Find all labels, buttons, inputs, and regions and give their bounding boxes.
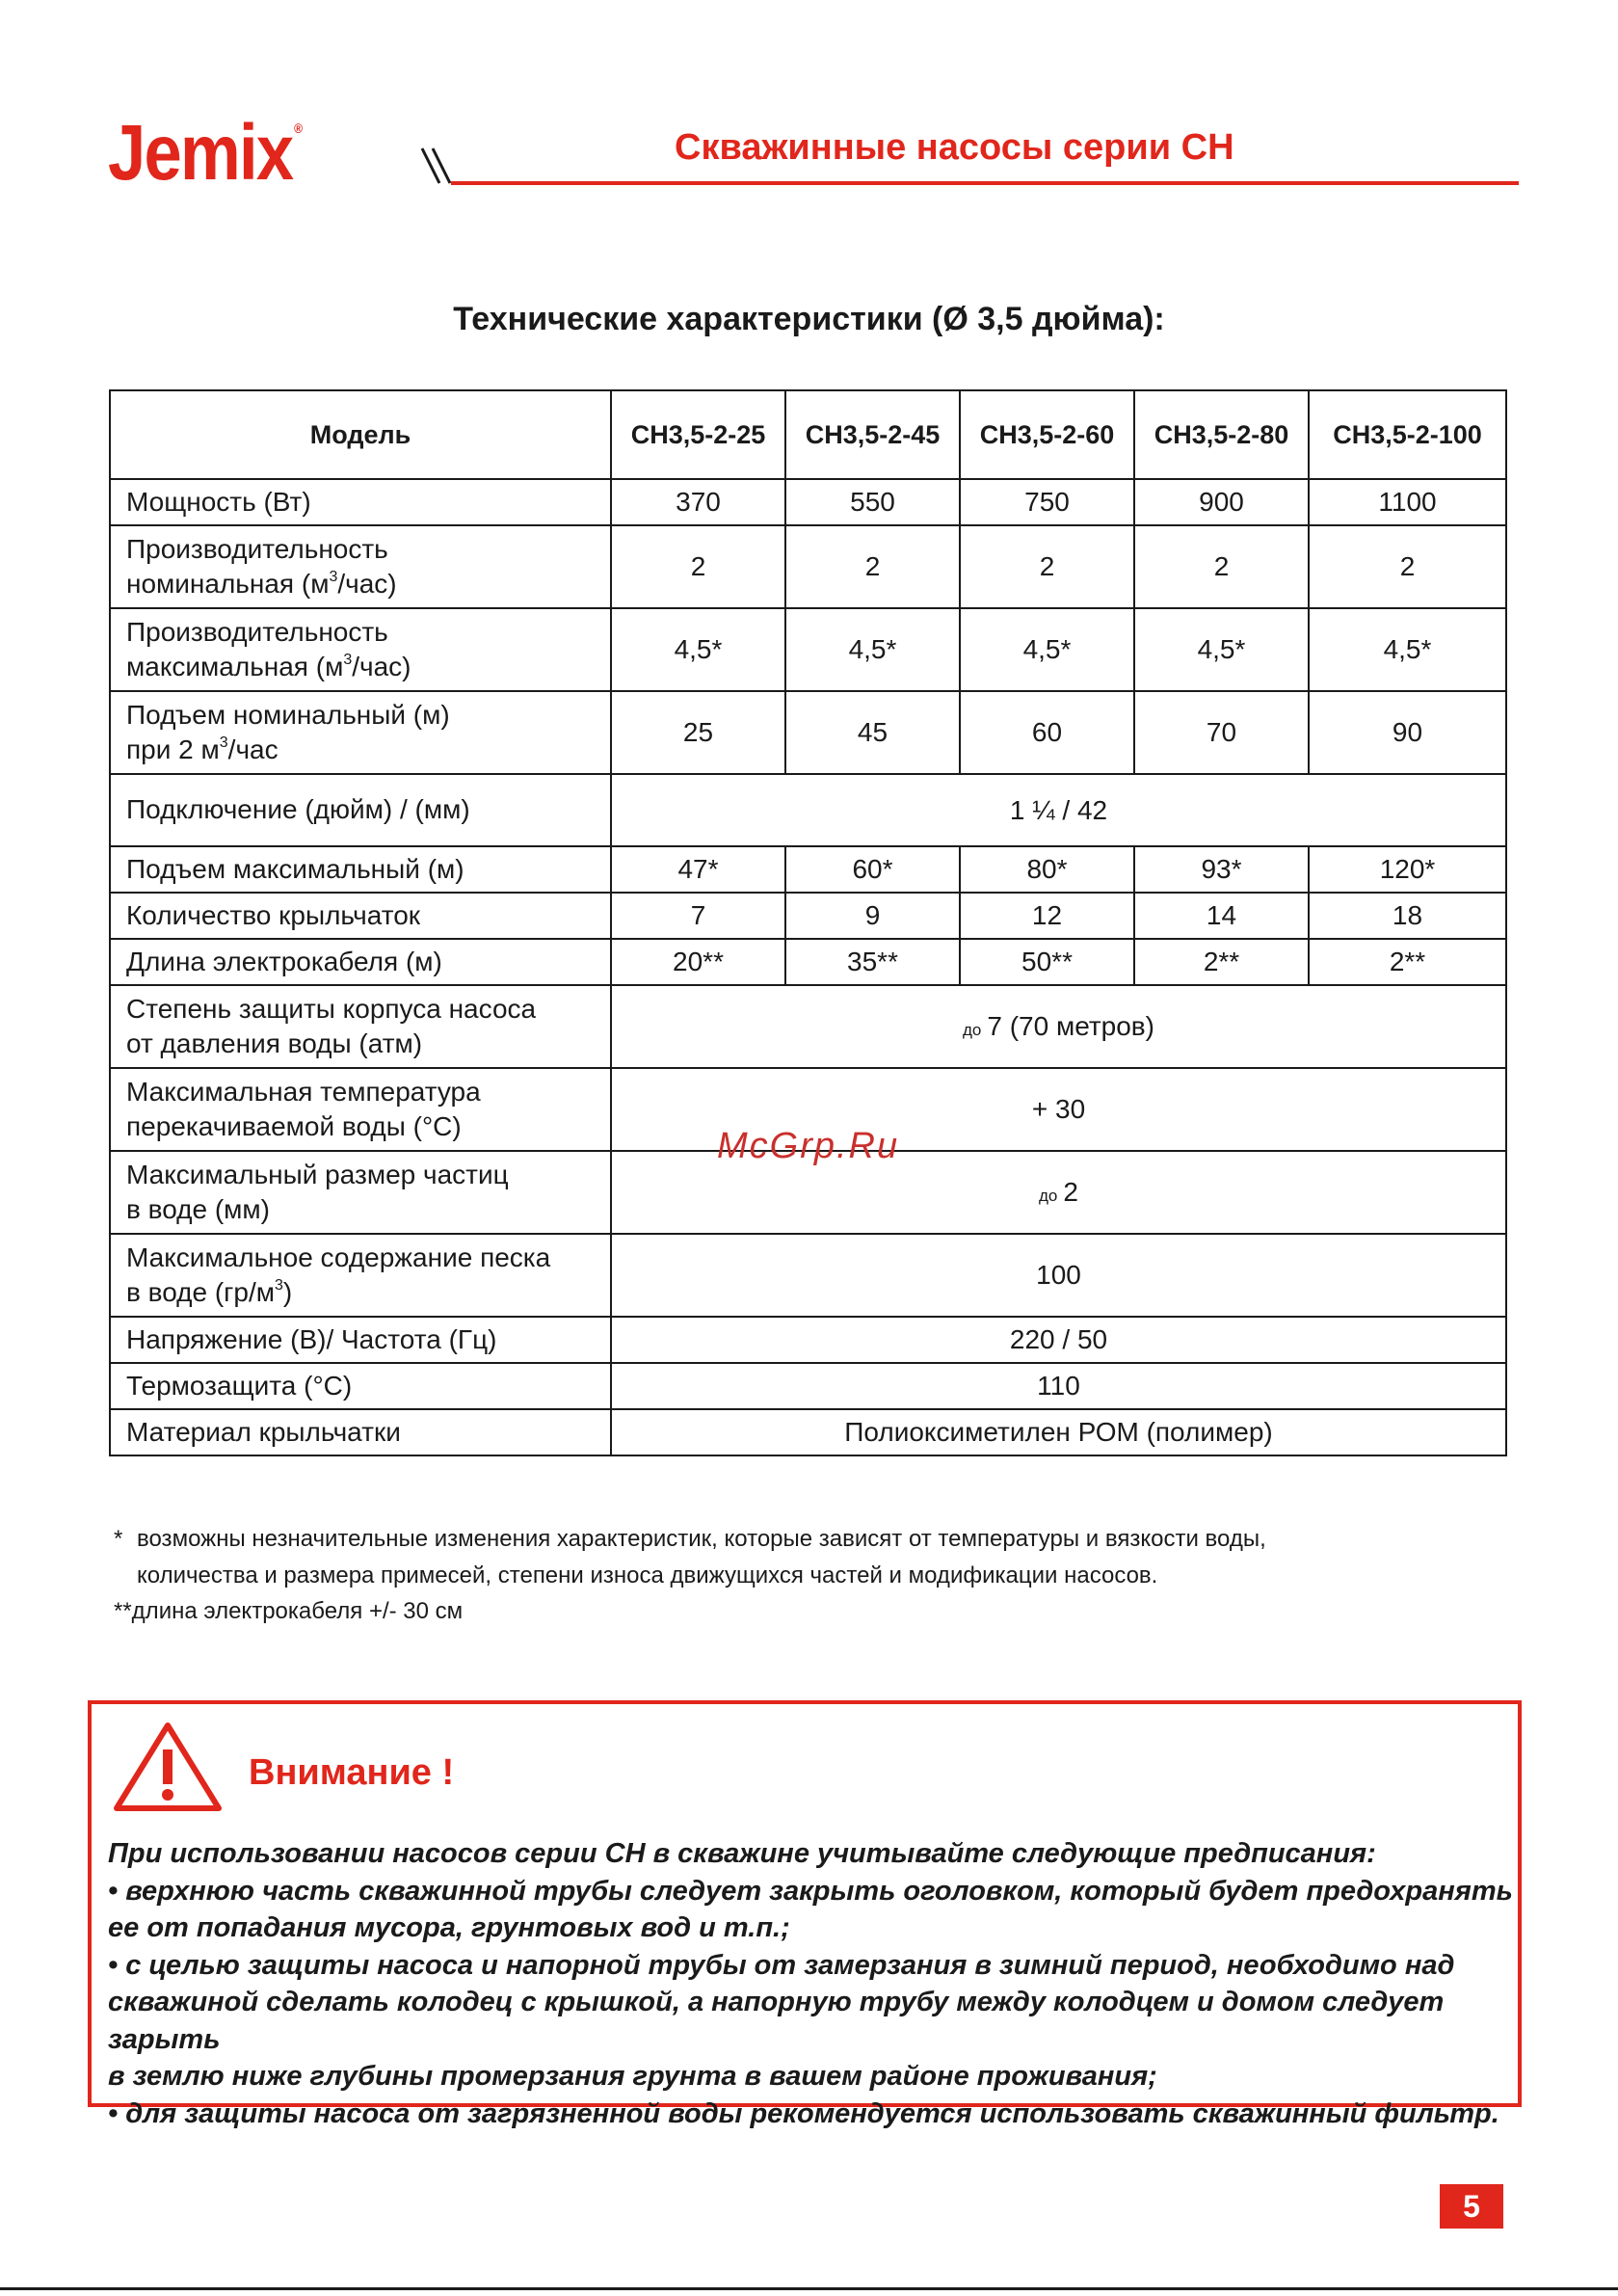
footnote-1 [114, 1521, 1482, 1594]
table-cell: 4,5* [1309, 608, 1506, 691]
row-label: Производительность максимальная $(м^3/час)$ [110, 608, 611, 691]
row-label: Подключение (дюйм) / (мм) [110, 774, 611, 846]
row-label: Длина электрокабеля (м) [110, 939, 611, 985]
model-header-cell: СН3,5-2-25 [611, 390, 785, 479]
table-row [110, 1234, 1506, 1317]
table-cell: 2** [1134, 939, 1309, 985]
table-cell: 25 [611, 691, 785, 774]
row-label: Максимальное содержание песка в воде $(гр/м^3)$ [110, 1234, 611, 1317]
table-row [110, 1409, 1506, 1455]
row-label: Степень защиты корпуса насоса от давления воды (атм) [110, 985, 611, 1068]
row-label: Термозащита (°С) [110, 1363, 611, 1409]
table-row [110, 893, 1506, 939]
table-cell: 45 [785, 691, 960, 774]
warning-item: • для защиты насоса от загрязненной воды рекомендуется использовать скважинный фильтр. [108, 2097, 1499, 2129]
table-cell: 90 [1309, 691, 1506, 774]
table-cell: 60 [960, 691, 1134, 774]
table-cell: + 30 [611, 1068, 1506, 1151]
table-cell: 12 [960, 893, 1134, 939]
table-cell: 220 / 50 [611, 1317, 1506, 1363]
warning-intro: При использовании насосов серии СН в скважине учитывайте следующие предписания: [108, 1838, 1376, 1869]
table-cell: 2 [785, 525, 960, 608]
table-cell: 35** [785, 939, 960, 985]
table-cell: 50** [960, 939, 1134, 985]
table-header-row [110, 390, 1506, 479]
model-header-cell: СН3,5-2-45 [785, 390, 960, 479]
table-row [110, 479, 1506, 525]
table-cell: 93* [1134, 846, 1309, 893]
table-cell: 1 ¼ / 42 [611, 774, 1506, 846]
brand-logo [108, 109, 302, 197]
footnote-line: количества и размера примесей, степени износа движущихся частей и модификации насосов. [137, 1562, 1158, 1589]
spec-table [109, 389, 1507, 1456]
table-row [110, 1363, 1506, 1409]
warning-item: ее от попадания мусора, грунтовых вод и т.п.; [108, 1912, 790, 1943]
table-cell: 2 [960, 525, 1134, 608]
warning-item: в землю ниже глубины промерзания грунта в вашем районе проживания; [108, 2061, 1157, 2092]
table-cell: 4,5* [785, 608, 960, 691]
page-number: 5 [1440, 2184, 1503, 2229]
table-cell: 1100 [1309, 479, 1506, 525]
section-title: Технические характеристики (Ø 3,5 дюйма): [453, 301, 1165, 337]
table-cell: 18 [1309, 893, 1506, 939]
table-row [110, 1317, 1506, 1363]
header-title: Скважинные насосы серии СН [675, 127, 1234, 168]
table-row [110, 608, 1506, 691]
table-cell: 120* [1309, 846, 1506, 893]
header-slashes-icon [420, 147, 455, 185]
table-cell: 550 [785, 479, 960, 525]
table-row [110, 691, 1506, 774]
model-header: Модель [110, 390, 611, 479]
table-row [110, 846, 1506, 893]
warning-item: • верхнюю часть скважинной трубы следует закрыть оголовком, который будет предохранять [108, 1875, 1513, 1907]
watermark: McGrp.Ru [717, 1126, 900, 1166]
row-label: Количество крыльчаток [110, 893, 611, 939]
table-cell: 4,5* [960, 608, 1134, 691]
row-label: Производительность номинальная $(м^3/час)$ [110, 525, 611, 608]
model-header-cell: СН3,5-2-100 [1309, 390, 1506, 479]
table-cell: 9 [785, 893, 960, 939]
table-cell: 70 [1134, 691, 1309, 774]
warning-text [108, 1835, 1515, 2132]
model-header-cell: СН3,5-2-60 [960, 390, 1134, 479]
warning-title: Внимание ! [249, 1752, 455, 1793]
table-cell: до 7 (70 метров) [611, 985, 1506, 1068]
table-row [110, 939, 1506, 985]
row-label: Напряжение (В)/ Частота (Гц) [110, 1317, 611, 1363]
row-label: Материал крыльчатки [110, 1409, 611, 1455]
table-cell: 14 [1134, 893, 1309, 939]
table-cell: 2 [1309, 525, 1506, 608]
warning-item: • с целью защиты насоса и напорной трубы от замерзания в зимний период, необходимо над [108, 1949, 1455, 1981]
footnote-star: * [114, 1526, 123, 1552]
registered-mark: ® [294, 120, 302, 136]
table-cell: 4,5* [1134, 608, 1309, 691]
table-cell: 110 [611, 1363, 1506, 1409]
warning-item: скважиной сделать колодец с крышкой, а напорную трубу между колодцем и домом следует зарыть [108, 1987, 1445, 2055]
model-header-cell: СН3,5-2-80 [1134, 390, 1309, 479]
table-cell: 750 [960, 479, 1134, 525]
table-cell: 4,5* [611, 608, 785, 691]
table-cell: 60* [785, 846, 960, 893]
table-row [110, 985, 1506, 1068]
table-cell: 900 [1134, 479, 1309, 525]
table-cell: 80* [960, 846, 1134, 893]
bottom-divider [0, 2287, 1618, 2290]
row-label: Подъем максимальный (м) [110, 846, 611, 893]
row-label: Подъем номинальный (м) при 2 $м^3$/час [110, 691, 611, 774]
table-cell: 47* [611, 846, 785, 893]
table-cell: 7 [611, 893, 785, 939]
row-label: Максимальный размер частиц в воде (мм) [110, 1151, 611, 1234]
footnote-line: возможны незначительные изменения характеристик, которые зависят от температуры и вязкости воды, [137, 1526, 1266, 1552]
warning-triangle-icon [112, 1721, 224, 1813]
table-cell: 2 [611, 525, 785, 608]
header-underline [451, 181, 1519, 185]
table-cell: 100 [611, 1234, 1506, 1317]
table-cell: Полиоксиметилен РОМ (полимер) [611, 1409, 1506, 1455]
table-cell: 2 [1134, 525, 1309, 608]
table-cell: 20** [611, 939, 785, 985]
table-row [110, 774, 1506, 846]
table-row [110, 525, 1506, 608]
table-cell: 2** [1309, 939, 1506, 985]
footnote-2: **длина электрокабеля +/- 30 см [114, 1598, 464, 1624]
table-cell: до 2 [611, 1151, 1506, 1234]
row-label: Мощность (Вт) [110, 479, 611, 525]
table-cell: 370 [611, 479, 785, 525]
logo-text: Jemix [108, 109, 293, 197]
row-label: Максимальная температура перекачиваемой воды (°С) [110, 1068, 611, 1151]
